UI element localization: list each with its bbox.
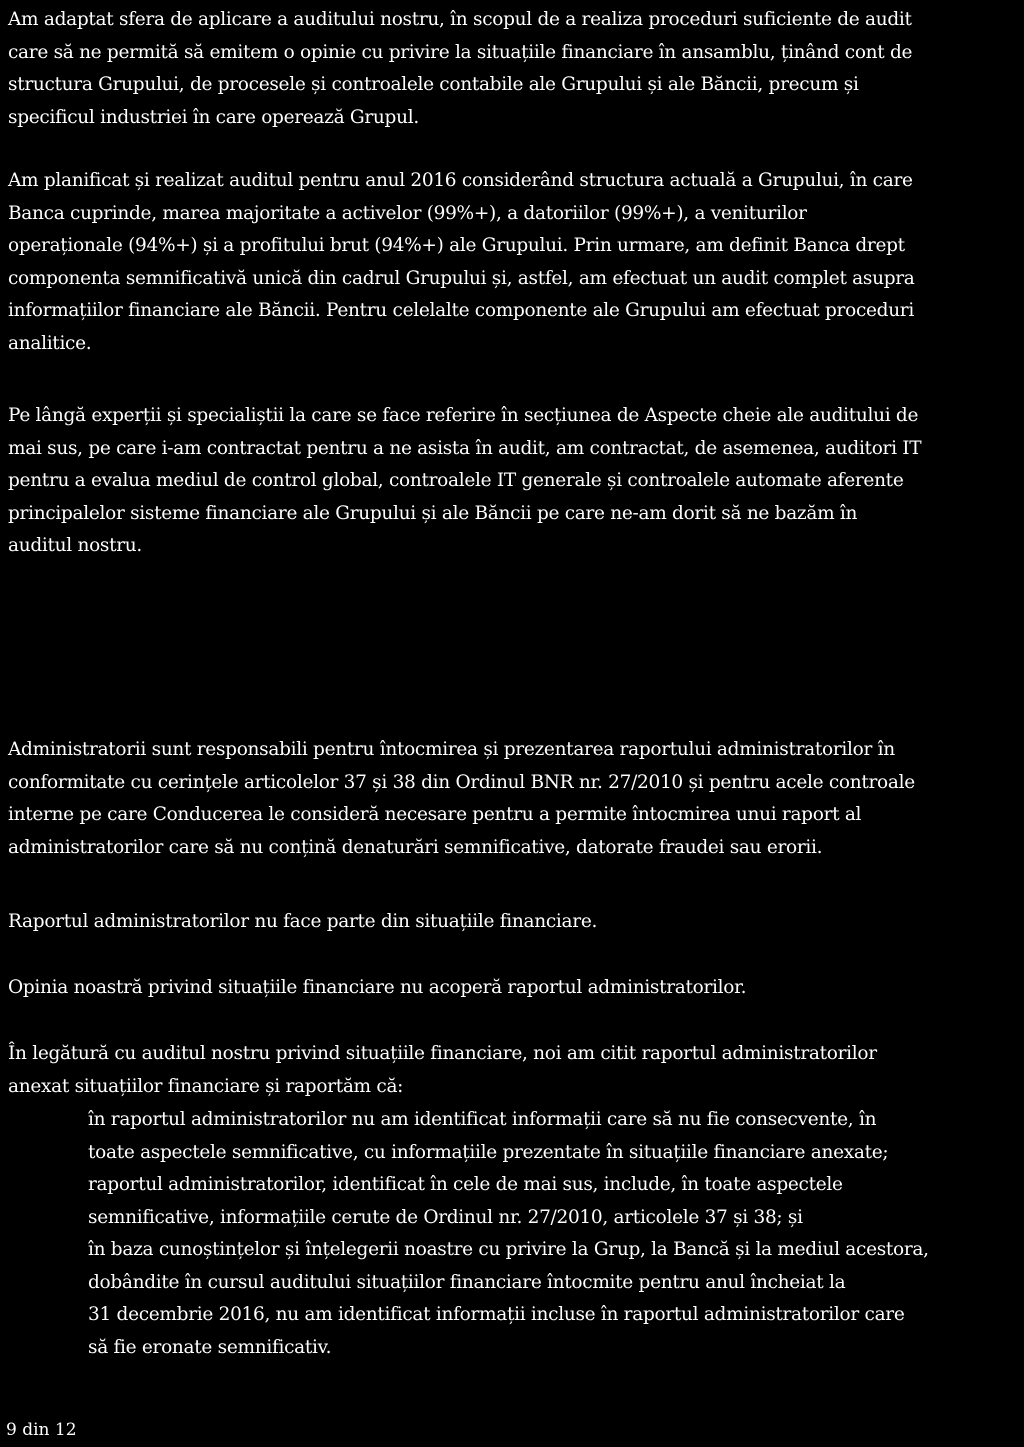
text-line: principalelor sisteme financiare ale Grupului și ale Băncii pe care ne-am dorit să ne bazăm în (8, 502, 858, 524)
list-item (88, 1234, 1018, 1364)
text-line: În legătură cu auditul nostru privind situațiile financiare, noi am citit raportul administratorilor (8, 1043, 877, 1064)
paragraph-report-reading (8, 1038, 1018, 1103)
text-line: mai sus, pe care i-am contractat pentru a ne asista în audit, am contractat, de asemenea, auditori IT (8, 437, 922, 459)
paragraph-report-not-part (8, 906, 1018, 939)
text-line: conformitate cu cerințele articolelor 37 și 38 din Ordinul BNR nr. 27/2010 și pentru acele controale (8, 771, 915, 793)
list-item (88, 1104, 1018, 1169)
findings-list (88, 1104, 1018, 1364)
text-line: auditul nostru. (8, 535, 142, 556)
text-line: anexat situațiilor financiare și raportăm că: (8, 1075, 404, 1097)
paragraph-it-auditors (8, 400, 1018, 563)
text-line: Administratorii sunt responsabili pentru întocmirea și prezentarea raportului administratorilor în (8, 739, 895, 760)
text-line: structura Grupului, de procesele și controalele contabile ale Grupului și ale Băncii, precum și (8, 74, 859, 95)
list-item (88, 1169, 1018, 1234)
text-line: să fie eronate semnificativ. (88, 1336, 332, 1358)
text-line: în raportul administratorilor nu am identificat informații care să nu fie consecvente, în (88, 1109, 877, 1130)
text-line: analitice. (8, 332, 92, 354)
paragraph-administrators-responsibility (8, 734, 1018, 864)
text-line: 31 decembrie 2016, nu am identificat informații incluse în raportul administratorilor care (88, 1304, 905, 1325)
text-line: interne pe care Conducerea le consideră necesare pentru a permite întocmirea unui raport al (8, 804, 862, 825)
text-line: pentru a evalua mediul de control global, controalele IT generale și controalele automate aferente (8, 470, 904, 491)
text-line: Banca cuprinde, marea majoritate a activelor (99%+), a datoriilor (99%+), a veniturilor (8, 202, 807, 224)
text-line: toate aspectele semnificative, cu informațiile prezentate în situațiile financiare anexate; (88, 1141, 889, 1163)
text-line: în baza cunoștințelor și înțelegerii noastre cu privire la Grup, la Bancă și la mediul acestora, (88, 1239, 929, 1260)
text-line: operaționale (94%+) și a profitului brut (94%+) ale Grupului. Prin urmare, am definit Banca drept (8, 235, 905, 256)
text-line: Pe lângă experții și specialiștii la care se face referire în secțiunea de Aspecte cheie ale auditului de (8, 405, 919, 426)
text-line: informațiilor financiare ale Băncii. Pentru celelalte componente ale Grupului am efectuat proceduri (8, 300, 914, 321)
text-line: specificul industriei în care operează Grupul. (8, 106, 419, 128)
page-number: 9 din 12 (6, 1420, 77, 1440)
text-line: Am adaptat sfera de aplicare a auditului nostru, în scopul de a realiza proceduri suficiente de audit (8, 9, 912, 30)
paragraph-audit-scope (8, 4, 1018, 134)
text-line: raportul administratorilor, identificat în cele de mai sus, include, în toate aspectele (88, 1174, 843, 1195)
text-line: care să ne permită să emitem o opinie cu privire la situațiile financiare în ansamblu, ținând cont de (8, 41, 913, 63)
text-line: semnificative, informațiile cerute de Ordinul nr. 27/2010, articolele 37 și 38; și (88, 1206, 803, 1228)
text-line: administratorilor care să nu conțină denaturări semnificative, datorate fraudei sau erorii. (8, 836, 823, 858)
text-line: dobândite în cursul auditului situațiilor financiare întocmite pentru anul încheiat la (88, 1271, 846, 1293)
paragraph-opinion-scope (8, 972, 1018, 1005)
text-line: componenta semnificativă unică din cadrul Grupului și, astfel, am efectuat un audit complet asupra (8, 267, 915, 289)
text-line: Am planificat și realizat auditul pentru anul 2016 considerând structura actuală a Grupului, în care (8, 170, 913, 191)
text-line: Opinia noastră privind situațiile financiare nu acoperă raportul administratorilor. (8, 977, 747, 998)
text-line: Raportul administratorilor nu face parte din situațiile financiare. (8, 911, 598, 932)
paragraph-audit-planning (8, 165, 1018, 360)
